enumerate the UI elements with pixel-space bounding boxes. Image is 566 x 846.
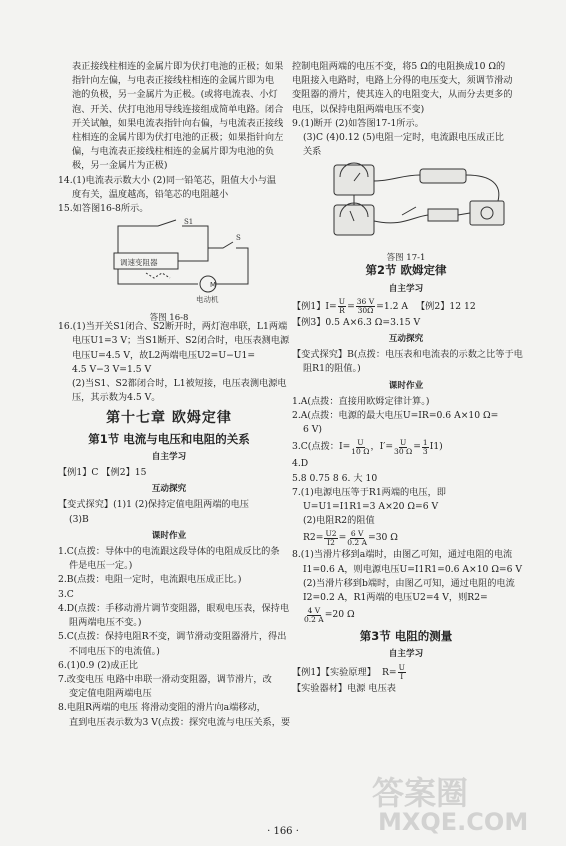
text-line: (3)C (4)0.12 (5)电阻一定时，电流跟电压成正比 [303, 132, 504, 144]
section-title: 第2节 欧姆定律 [365, 263, 447, 278]
text-line: 直到电压表示数为3 V(点拨：探究电流与电压关系，要 [69, 716, 291, 728]
text-line: 度有关，温度越高，铅笔芯的电阻越小 [72, 188, 229, 200]
text-line: 2.A(点拨：电源的最大电压U=IR=0.6 A×10 Ω= [292, 410, 499, 422]
formula-line: R2= $\frac{U2}{I2}$ = $\frac{6 V}{0.2 A}$ =30 Ω [303, 528, 398, 547]
text-line: 1.C(点拨：导体中的电流跟这段导体的电阻成反比的条 [58, 546, 280, 558]
apparatus-diagram [292, 161, 520, 245]
text-line: 6.(1)0.9 (2)成正比 [58, 659, 138, 671]
text-line: U=U1=I1R1=3 A×20 Ω=6 V [303, 501, 439, 513]
text-line: 表正接线柱相连的金属片即为伏打电池的正极；如果 [72, 61, 284, 72]
text-line: 关系 [303, 146, 322, 158]
rheostat [420, 169, 466, 183]
formula-line: 3.C(点拨：I= $\frac{U}{10 \Omega}$ ，I′= $\frac{U}{30 \Omega}$ = $\frac{1}{3}$ I1) [292, 437, 443, 456]
fraction: $\frac{36 V}{30\Omega}$ [356, 297, 375, 316]
text-line: I1=0.6 A，则电源电压U=I1R1=0.6 A×10 Ω=6 V [303, 563, 523, 575]
text-line: 7.(1)电源电压等于R1两端的电压，即 [292, 486, 446, 498]
subsection-title: 课时作业 [151, 530, 187, 541]
formula-text: I= [325, 300, 337, 312]
text-line: 9.(1)断开 (2)如答图17-1所示。 [292, 117, 424, 129]
text-line: 【例1】C 【例2】15 [58, 467, 147, 479]
subsection-title: 互动探究 [151, 484, 187, 495]
figure-caption: 答图 17-1 [386, 252, 426, 263]
left-column [58, 60, 291, 730]
text-line: I2=0.2 A，R1两端的电压U2=4 V，则R2= [303, 592, 488, 604]
text-line: (2)当S1、S2都闭合时，L1被短接，电压表测电源电 [72, 378, 287, 390]
text-line: 5.8 0.75 8 6. 大 10 [292, 472, 378, 484]
text-line: 偏，与电流表正接线柱相连的金属片即为电池的负 [72, 146, 275, 158]
text-line: 【例3】0.5 A×6.3 Ω=3.15 V [292, 316, 421, 328]
watermark-logo: 答案圈 [372, 774, 469, 812]
subsection-title: 自主学习 [388, 649, 424, 660]
watermark-url: MXQE.COM [378, 808, 529, 836]
text-line: 3.C [58, 588, 74, 600]
text-line: 【实验器材】电源 电压表 [292, 682, 396, 694]
fraction: $\frac{U}{10 \Omega}$ [351, 437, 370, 456]
text-line: 15.如答图16-8所示。 [58, 203, 149, 215]
text-line: 指针向左偏，与电表正接线柱相连的金属片即为电 [72, 75, 275, 87]
text-line: 8.(1)当滑片移到a端时，由图乙可知，通过电阻的电流 [292, 549, 513, 561]
text-line: 柱相连的金属片即为伏打电池的正极；如果指针向左 [72, 132, 284, 144]
text-line: 电压U=4.5 V，故L2两端电压U2=U−U1= [72, 349, 256, 361]
text-line: 5.C(点拨：保持电阻R不变，调节滑动变阻器滑片，得出 [58, 631, 287, 643]
formula-line: 【例1】【实验原理】 R= $\frac{U}{I}$ [292, 663, 405, 682]
resistor [428, 209, 458, 221]
text-line: 电阻接入电路时，电路上分得的电压变大，须调节滑动 [292, 75, 513, 87]
right-column [292, 60, 523, 696]
page-number: · 166 · [267, 826, 299, 837]
text-line: 4.D(点拨：手移动滑片调节变阻器，眼观电压表，保持电 [58, 602, 290, 614]
section-title: 第3节 电阻的测量 [359, 629, 453, 644]
fraction: $\frac{U}{I}$ [398, 663, 405, 682]
switch-label-s1: S1 [184, 218, 194, 227]
text-line: 电压U1=3 V；当S1断开、S2闭合时，电压表测电源 [72, 335, 290, 347]
text-line: 电压，以保持电阻两端电压不变) [292, 103, 425, 115]
battery-box [470, 201, 504, 225]
text-line: 2.B(点拨：电阻一定时，电流跟电压成正比。) [58, 574, 242, 586]
switch-label-s: S [236, 234, 241, 243]
text-line: 阻两端电压不变。) [69, 617, 142, 629]
circuit-figure-17-1 [292, 161, 520, 263]
text-line: (3)B [69, 513, 89, 525]
fraction: $\frac{U}{30 \Omega}$ [394, 437, 413, 456]
subsection-title: 自主学习 [388, 283, 424, 294]
text-line: 压，其示数为4.5 V。 [72, 392, 161, 404]
text-line: 1.A(点拨：直接用欧姆定律计算。) [292, 395, 430, 407]
text-line: 【变式探究】B(点拨：电压表和电流表的示数之比等于电 [292, 349, 523, 361]
text-line: 4.5 V−3 V=1.5 V [72, 363, 152, 375]
fraction: $\frac{U2}{I2}$ [325, 528, 337, 547]
subsection-title: 自主学习 [151, 451, 187, 462]
subsection-title: 互动探究 [388, 334, 424, 345]
text-line: 极，另一金属片为正极) [72, 160, 168, 172]
text-line: 16.(1)当开关S1闭合、S2断开时，两灯泡串联，L1两端 [58, 321, 288, 333]
fraction: $\frac{4 V}{0.2 A}$ [304, 605, 324, 624]
ammeter [334, 165, 374, 195]
text-line: 池的负极，另一金属片为正极。(或将电流表、小灯 [72, 89, 278, 101]
text-line: 4.D [292, 458, 309, 470]
text-line: 14.(1)电流表示数大小 (2)同一铅笔芯，阻值大小与温 [58, 174, 277, 186]
text-line: 件是电压一定。) [69, 560, 133, 572]
motor-label: 电动机 [196, 295, 219, 305]
text-line: 不同电压下的电流值。) [69, 645, 160, 657]
text-line: 8.电阻R两端的电压 将滑动变阻的滑片向a端移动， [58, 702, 266, 714]
fraction: $\frac{1}{3}$ [422, 437, 428, 456]
example-label: 【例1】 [292, 300, 326, 312]
figure-caption: 答图 16-8 [149, 313, 189, 324]
text-line: 变定值电阻两端电压 [69, 688, 152, 700]
text-line: 【变式探究】(1)1 (2)保持定值电阻两端的电压 [58, 499, 249, 511]
text-line: 控制电阻两端的电压不变，将5 Ω的电阻换成10 Ω的 [292, 61, 506, 72]
fraction: $\frac{6 V}{0.2 A}$ [347, 528, 367, 547]
text-line: 7.改变电压 电路中串联一滑动变阻器，调节滑片，改 [58, 673, 272, 685]
text-line: 变阻器的滑片，使其连入的电阻变大，从而分去更多的 [292, 89, 513, 101]
text-line: 开关试触，如果电流表指针向右偏，与电流表正接线 [72, 117, 284, 129]
circuit-figure-16-8 [58, 218, 280, 324]
dimmer-label: 调速变阻器 [120, 258, 158, 268]
circuit-diagram [58, 218, 280, 306]
formula-line: $\frac{4 V}{0.2 A}$ =20 Ω [304, 605, 355, 624]
text-line: 6 V) [303, 424, 322, 436]
svg-text:M: M [210, 281, 217, 290]
chapter-title: 第十七章 欧姆定律 [106, 410, 232, 427]
section-title: 第1节 电流与电压和电阻的关系 [88, 431, 250, 446]
text-line: (2)电阻R2的阻值 [303, 515, 375, 527]
text-line: 泡、开关、伏打电池用导线连接组成简单电路。闭合 [72, 103, 284, 115]
text-line: (2)当滑片移到b端时，由图乙可知，通过电阻的电流 [303, 577, 515, 589]
formula-line: 【例1】 I= $\frac{U}{R}$ = $\frac{36 V}{30\Omega}$ =1.2 A 【例2】12 12 [292, 297, 476, 316]
subsection-title: 课时作业 [388, 380, 424, 391]
text-line: 阻R1的阻值。) [303, 363, 361, 375]
fraction: $\frac{U}{R}$ [338, 297, 346, 316]
